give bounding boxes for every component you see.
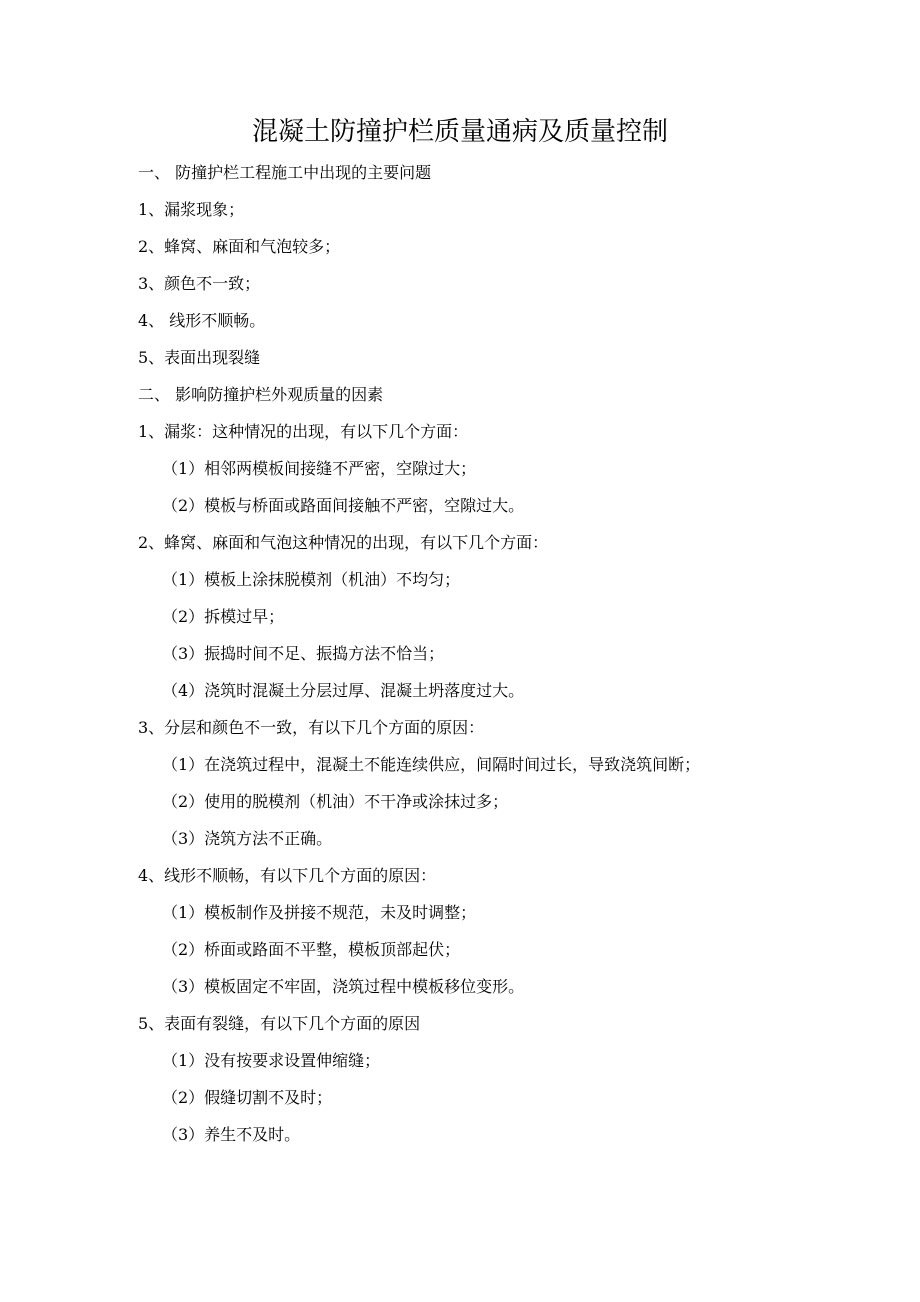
document-sub-item: （2）使用的脱模剂（机油）不干净或涂抹过多； <box>162 792 509 811</box>
document-line: 3、颜色不一致； <box>138 274 261 293</box>
document-sub-item: （3）浇筑方法不正确。 <box>162 829 333 848</box>
document-sub-item: （1）在浇筑过程中，混凝土不能连续供应，间隔时间过长，导致浇筑间断； <box>162 755 701 774</box>
document-sub-item: （1）相邻两模板间接缝不严密，空隙过大； <box>162 459 477 478</box>
document-line: 2、蜂窝、麻面和气泡这种情况的出现，有以下几个方面： <box>138 533 549 552</box>
document-line: 5、表面出现裂缝 <box>138 348 261 367</box>
document-sub-item: （2）桥面或路面不平整，模板顶部起伏； <box>162 940 461 959</box>
document-sub-item: （1）没有按要求设置伸缩缝； <box>162 1051 381 1070</box>
document-sub-item: （3）模板固定不牢固，浇筑过程中模板移位变形。 <box>162 977 525 996</box>
document-sub-item: （1）模板上涂抹脱模剂（机油）不均匀； <box>162 570 461 589</box>
document-line: 5、表面有裂缝，有以下几个方面的原因 <box>138 1014 421 1033</box>
document-line: 4、线形不顺畅，有以下几个方面的原因： <box>138 866 437 885</box>
document-sub-item: （3）养生不及时。 <box>162 1125 301 1144</box>
document-sub-item: （3）振捣时间不足、振捣方法不恰当； <box>162 644 445 663</box>
document-line: 1、漏浆现象； <box>138 200 245 219</box>
document-sub-item: （1）模板制作及拼接不规范，未及时调整； <box>162 903 477 922</box>
document-line: 3、分层和颜色不一致，有以下几个方面的原因： <box>138 718 485 737</box>
document-title: 混凝土防撞护栏质量通病及质量控制 <box>251 117 668 147</box>
document-line: 4、 线形不顺畅。 <box>138 311 266 330</box>
document-sub-item: （2）假缝切割不及时； <box>162 1088 333 1107</box>
document-sub-item: （2）模板与桥面或路面间接触不严密，空隙过大。 <box>162 496 525 515</box>
document-line: 1、漏浆：这种情况的出现，有以下几个方面： <box>138 422 469 441</box>
document-line: 一、 防撞护栏工程施工中出现的主要问题 <box>138 163 432 182</box>
document-sub-item: （4）浇筑时混凝土分层过厚、混凝土坍落度过大。 <box>162 681 525 700</box>
document-line: 二、 影响防撞护栏外观质量的因素 <box>138 385 384 404</box>
document-body <box>138 154 838 1153</box>
document-sub-item: （2）拆模过早； <box>162 607 285 626</box>
document-line: 2、蜂窝、麻面和气泡较多； <box>138 237 341 256</box>
